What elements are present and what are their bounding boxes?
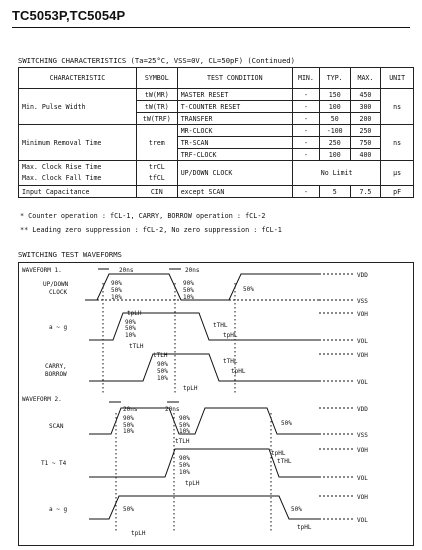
tphl-label: tpHL [223,332,238,339]
cell-limit: No Limit [293,161,381,186]
carry-label: CARRY, [45,363,67,370]
cell-typ: 250 [319,137,350,149]
cell-symbol: trem [136,125,177,161]
pct-50: 50% [179,462,190,469]
tplh-label: tpLH [183,385,198,392]
cell-min: - [293,149,320,161]
updown-label: UP/DOWN [43,281,69,288]
waveforms-title: SWITCHING TEST WAVEFORMS [18,250,122,259]
ttlh-label: tTLH [153,352,168,359]
switching-characteristics-table [18,67,414,198]
pct-10: 10% [123,428,134,435]
footnote-counter: * Counter operation : fCL-1, CARRY, BORROW operation : fCL-2 [20,212,266,220]
tplh-label: tpLH [131,530,146,537]
pct-10: 10% [183,294,194,301]
t-label: T1 ~ T4 [41,460,67,467]
ttlh-label: tTLH [175,438,190,445]
pct-50: 50% [125,325,136,332]
cell-min: - [293,186,320,198]
col-symbol: SYMBOL [136,68,177,89]
rise-time-label: Max. Clock Rise Time [22,163,102,171]
pct-90: 90% [157,361,168,368]
seg-waveform [89,313,319,340]
carry-waveform [89,354,319,381]
cell-typ: 100 [319,101,350,113]
footnote-zero-suppression: ** Leading zero suppression : fCL-2, No zero suppression : fCL-1 [20,226,282,234]
tphl-label: tpHL [297,524,312,531]
cell-condition: TRANSFER [177,113,292,125]
tthl-label: tTHL [223,358,238,365]
pct-90: 90% [111,280,122,287]
wf2-guides [116,413,271,533]
waveform-diagram [19,263,413,545]
cell-symbol: tW(TRF) [136,113,177,125]
cell-condition: T-COUNTER RESET [177,101,292,113]
table-row [19,161,414,186]
borrow-label: BORROW [45,371,67,378]
waveforms-frame [18,262,414,546]
switching-characteristics-title: SWITCHING CHARACTERISTICS (Ta=25°C, VSS=0V, CL=50pF) (Continued) [18,56,295,65]
pct-50: 50% [111,287,122,294]
fall-symbol: tfCL [148,174,165,182]
cell-min: - [293,101,320,113]
scan-ref-lines [319,408,354,434]
seg2-label: a ~ g [49,506,68,513]
cell-max: 7.5 [350,186,381,198]
pct-90: 90% [179,455,190,462]
pct-90: 90% [123,415,134,422]
tphl-label: tpHL [231,368,246,375]
cell-condition: UP/DOWN CLOCK [177,161,292,186]
pct-50: 50% [243,286,254,293]
vol-label: VOL [357,475,368,482]
tplh-label: tpLH [185,480,200,487]
t-ref-lines [319,449,354,477]
carry-ref-lines [319,354,354,381]
pulse-width-label: 20ns [119,267,134,274]
cell-condition: TRF-CLOCK [177,149,292,161]
cell-symbol: tW(TR) [136,101,177,113]
cell-min: - [293,137,320,149]
col-min: MIN. [293,68,320,89]
vss-label: VSS [357,298,368,305]
col-max: MAX. [350,68,381,89]
cell-characteristic: Min. Pulse Width [19,89,137,125]
pulse-width-label: 20ns [165,406,180,413]
header-rule [12,27,410,28]
cell-typ: 100 [319,149,350,161]
voh-label: VOH [357,311,368,318]
tplh-label: tpLH [127,310,142,317]
table-header-row [19,68,414,89]
pct-50: 50% [123,422,134,429]
voh-label: VOH [357,352,368,359]
cell-typ: 150 [319,89,350,101]
cell-condition: TR-SCAN [177,137,292,149]
table-row [19,186,414,198]
cell-unit: pF [381,186,414,198]
cell-max: 400 [350,149,381,161]
pct-10: 10% [157,375,168,382]
cell-unit: ns [381,89,414,125]
pct-50: 50% [179,422,190,429]
cell-max: 450 [350,89,381,101]
ttlh-label: tTLH [129,343,144,350]
pct-10: 10% [111,294,122,301]
clock-label: CLOCK [49,289,68,296]
pct-10: 10% [125,332,136,339]
cell-unit: µs [381,161,414,186]
vdd-label: VDD [357,406,368,413]
cell-symbol: tW(MR) [136,89,177,101]
pct-50: 50% [281,420,292,427]
cell-typ: 5 [319,186,350,198]
rise-symbol: trCL [148,163,165,171]
seg-label: a ~ g [49,324,68,331]
tthl-label: tTHL [277,458,292,465]
seg2-ref-lines [319,496,354,519]
pulse-width-label: 20ns [185,267,200,274]
cell-condition: MASTER RESET [177,89,292,101]
scan-label: SCAN [49,423,64,430]
voh-label: VOH [357,494,368,501]
cell-condition: MR-CLOCK [177,125,292,137]
fall-time-label: Max. Clock Fall Time [22,174,102,182]
pct-50: 50% [123,506,134,513]
waveform2-label: WAVEFORM 2. [22,396,62,403]
cell-min: - [293,113,320,125]
pct-90: 90% [179,415,190,422]
cell-min: - [293,89,320,101]
pct-10: 10% [179,469,190,476]
pct-90: 90% [125,319,136,326]
table-row [19,125,414,137]
pulse-width-label: 20ns [123,406,138,413]
pct-50: 50% [157,368,168,375]
cell-characteristic: Minimum Removal Time [19,125,137,161]
tphl-label: tpHL [271,450,286,457]
cell-min: - [293,125,320,137]
cell-condition: except SCAN [177,186,292,198]
cell-typ: 50 [319,113,350,125]
cell-characteristic: Input Capacitance [19,186,137,198]
vss-label: VSS [357,432,368,439]
voh-label: VOH [357,447,368,454]
pct-90: 90% [183,280,194,287]
cell-symbol: CIN [136,186,177,198]
vol-label: VOL [357,379,368,386]
pct-10: 10% [179,428,190,435]
cell-unit: ns [381,125,414,161]
clock-ref-lines [85,274,354,300]
seg-ref-lines [319,313,354,340]
cell-characteristic [19,161,137,186]
waveform1-label: WAVEFORM 1. [22,267,62,274]
vdd-label: VDD [357,272,368,279]
vol-label: VOL [357,338,368,345]
col-characteristic: CHARACTERISTIC [19,68,137,89]
col-typ: TYP. [319,68,350,89]
pct-50: 50% [291,506,302,513]
cell-max: 250 [350,125,381,137]
col-unit: UNIT [381,68,414,89]
table-row [19,89,414,101]
part-number-header: TC5053P,TC5054P [12,8,126,23]
vol-label: VOL [357,517,368,524]
cell-max: 750 [350,137,381,149]
cell-typ: -100 [319,125,350,137]
cell-max: 300 [350,101,381,113]
col-test-condition: TEST CONDITION [177,68,292,89]
cell-symbol [136,161,177,186]
tthl-label: tTHL [213,322,228,329]
cell-max: 200 [350,113,381,125]
pct-50: 50% [183,287,194,294]
